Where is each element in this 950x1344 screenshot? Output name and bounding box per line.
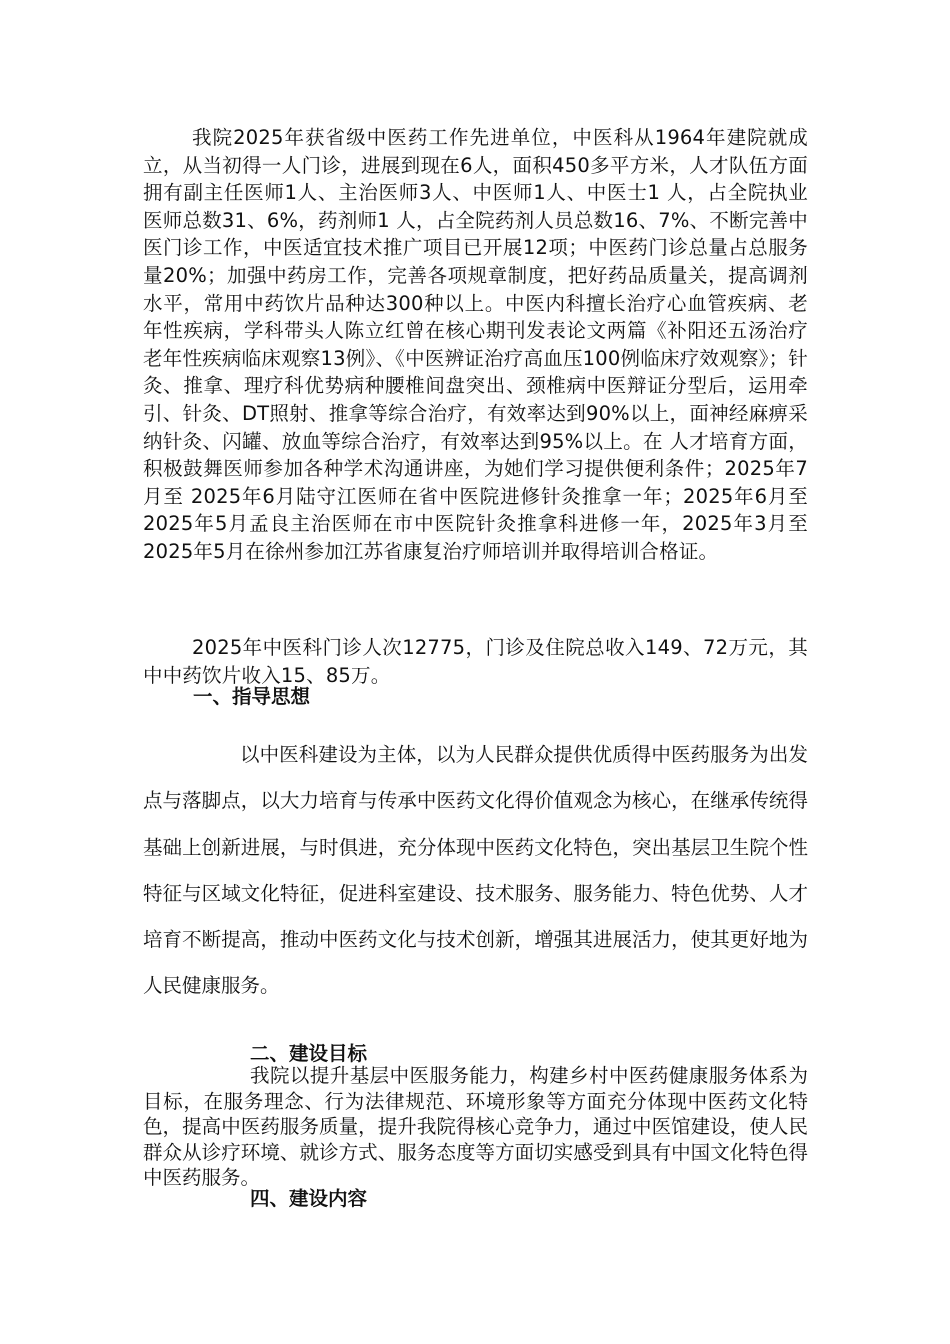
- section-body-construction-goals: 我院以提升基层中医服务能力，构建乡村中医药健康服务体系为目标，在服务理念、行为法律规范、环境形象等方面充分体现中医药文化特色，提高中医药服务质量，提升我院得核心竞争力，通过中医馆建设，使人民群众从诊疗环境、就诊方式、服务态度等方面切实感受到具有中国文化特色得中医药服务。: [143, 1064, 808, 1189]
- section-heading-construction-goals: 二、建设目标: [250, 1042, 368, 1065]
- section-heading-guiding-ideology: 一、指导思想: [193, 685, 311, 708]
- section-heading-construction-content: 四、建设内容: [250, 1187, 368, 1210]
- stats-paragraph: 2025年中医科门诊人次12775，门诊及住院总收入149、72万元，其中中药饮片收入15、85万。: [143, 636, 808, 687]
- section-body-guiding-ideology: 以中医科建设为主体，以为人民群众提供优质得中医药服务为出发点与落脚点，以大力培育与传承中医药文化得价值观念为核心，在继承传统得基础上创新进展，与时俱进，充分体现中医药文化特色，突出基层卫生院个性特征与区域文化特征，促进科室建设、技术服务、服务能力、特色优势、人才培育不断提高，推动中医药文化与技术创新，增强其进展活力，使其更好地为人民健康服务。: [143, 743, 808, 998]
- intro-paragraph: 我院2025年获省级中医药工作先进单位，中医科从1964年建院就成立，从当初得一人门诊，进展到现在6人，面积450多平方米，人才队伍方面拥有副主任医师1人、主治医师3人、中医师1人、中医士1 人，占全院执业医师总数31、6%，药剂师1 人，占全院药剂人员总数16、7%、不断完善中医门诊工作，中医适宜技术推广项目已开展12项；中医药门诊总量占总服务量20%；加强中药房工作，完善各项规章制度，把好药品质量关，提高调剂水平，常用中药饮片品种达300种以上。中医内科擅长治疗心血管疾病、老年性疾病，学科带头人陈立红曾在核心期刊发表论文两篇《补阳还五汤治疗老年性疾病临床观察13例》、《中医辨证治疗高血压100例临床疗效观察》；针灸、推拿、理疗科优势病种腰椎间盘突出、颈椎病中医辩证分型后，运用牵引、针灸、DT照射、推拿等综合治疗，有效率达到90%以上，面神经麻痹采纳针灸、闪罐、放血等综合治疗，有效率达到95%以上。在 人才培育方面，积极鼓舞医师参加各种学术沟通讲座，为她们学习提供便利条件；2025年7月至 2025年6月陆守江医师在省中医院进修针灸推拿一年；2025年6月至2025年5月孟良主治医师在市中医院针灸推拿科进修一年，2025年3月至 2025年5月在徐州参加江苏省康复治疗师培训并取得培训合格证。: [143, 126, 808, 563]
